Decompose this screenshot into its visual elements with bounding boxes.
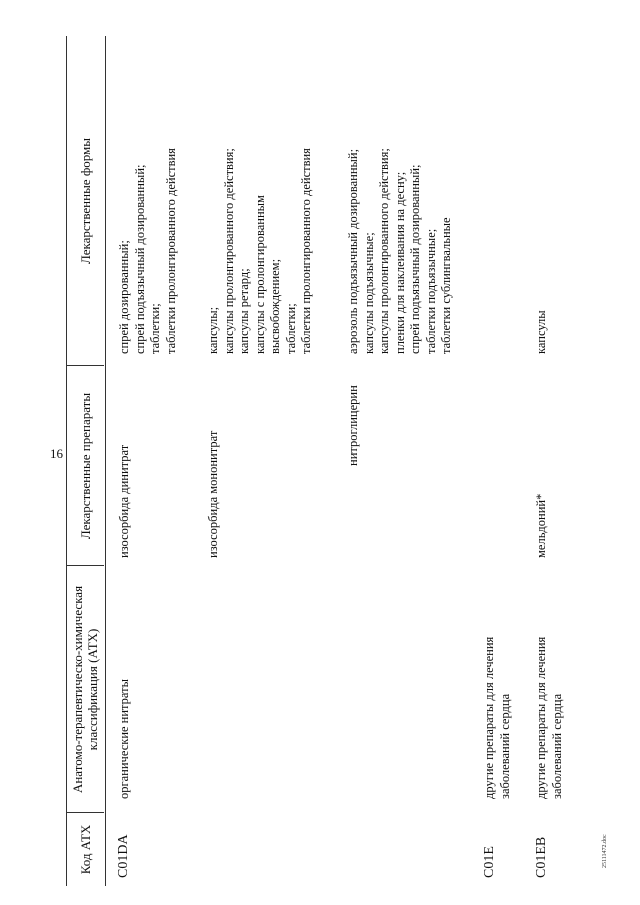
drug-forms: аэрозоль подъязычный дозированный; капсулы подъязычные; капсулы пролонгированного действия; пленки для наклеивания на десну; спрей подъязычный дозированный; таблетки подъязычные; таблетки сублингвальные [346, 148, 453, 354]
atx-code: C01DA [116, 834, 131, 878]
drug-forms: спрей дозированный; спрей подъязычный дозированный; таблетки; таблетки пролонгированного действия [117, 148, 178, 354]
col-divider [66, 565, 104, 566]
atx-code: C01E [482, 846, 497, 878]
header-atx: Анатомо-терапевтическо-химическая классификация (АТХ) [70, 585, 100, 794]
atx-code: C01EB [534, 836, 549, 878]
atx-name: другие препараты для лечения заболеваний сердца [534, 636, 564, 799]
drug-forms: капсулы [534, 310, 548, 354]
drug-name: изосорбида динитрат [117, 444, 131, 558]
header-forms: Лекарственные формы [77, 137, 93, 265]
drug-name: нитроглицерин [346, 385, 360, 466]
drug-name: мельдоний* [534, 493, 548, 558]
drug-name: изосорбида мононитрат [206, 430, 220, 558]
drug-forms: капсулы; капсулы пролонгированного действия; капсулы ретард; капсулы с пролонгированным высвобождением; таблетки; таблетки пролонгированного действия [206, 148, 313, 354]
col-divider [66, 365, 104, 366]
document-code: 25111472.doc [602, 834, 608, 868]
page-number: 16 [50, 446, 63, 461]
rotated-table [66, 36, 586, 886]
atx-name: органические нитраты [117, 678, 131, 799]
header-code: Код АТХ [77, 824, 93, 875]
col-divider [66, 812, 104, 813]
atx-name: другие препараты для лечения заболеваний сердца [482, 636, 512, 799]
header-drugs: Лекарственные препараты [77, 392, 93, 540]
